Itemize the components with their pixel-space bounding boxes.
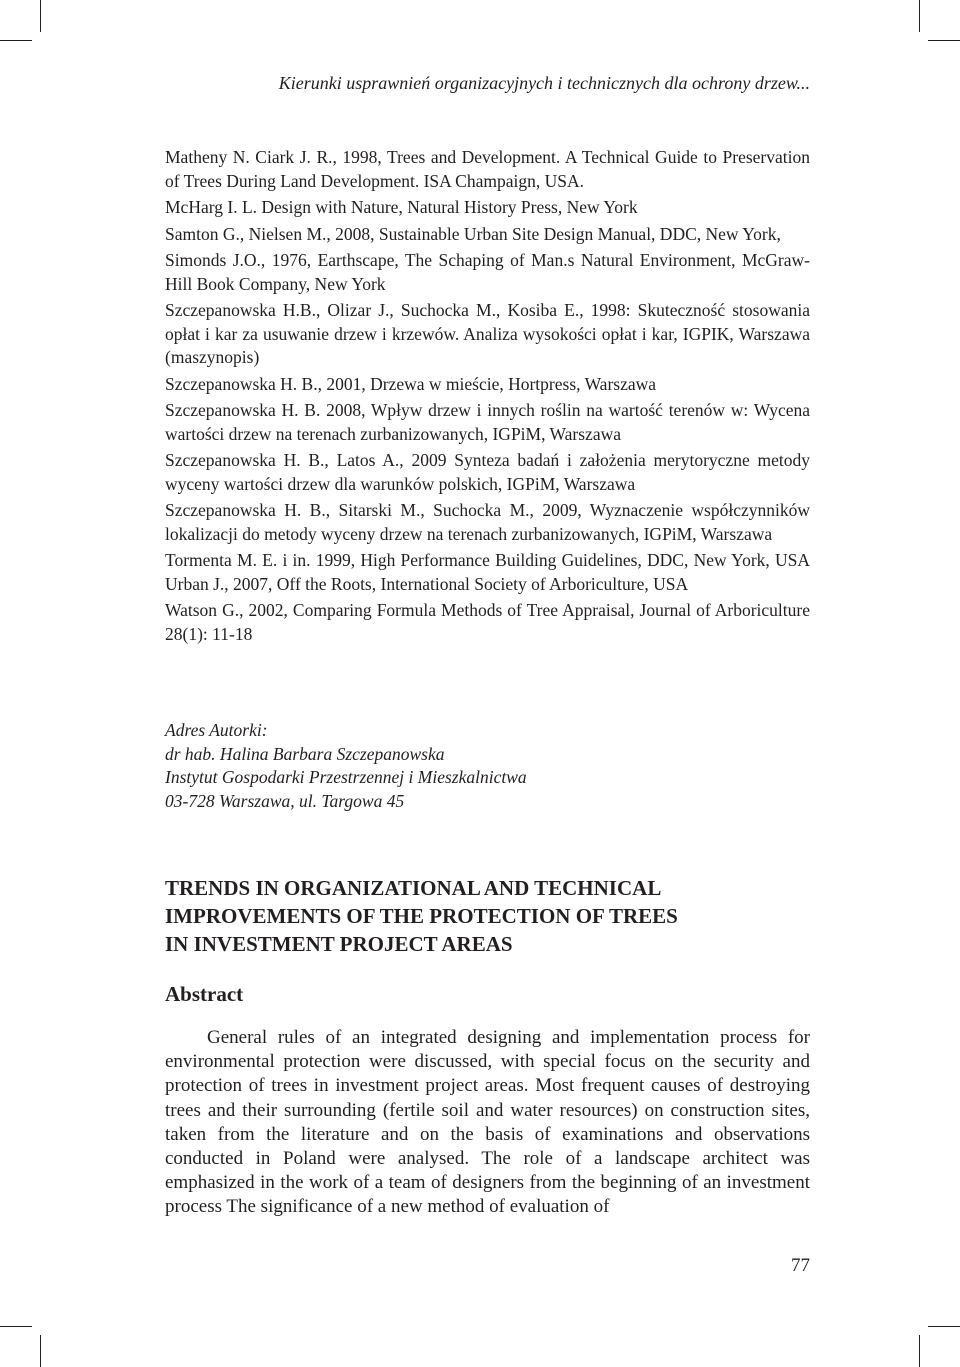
reference-item: Watson G., 2002, Comparing Formula Methods of Tree Appraisal, Journal of Arboriculture 28(1): 11-18 [165,600,810,644]
abstract-text: General rules of an integrated designing and implementation process for environmental protection were discussed, with special focus on the security and protection of trees in investment project areas. Most frequent causes of destroying trees and their surrounding (fertile soil and water resources) on construction sites, taken from the literature and on the basis of examinations and observations conducted in Poland were analysed. The role of a landscape architect was emphasized in the work of a team of designers from the beginning of an investment process The significance of a new method of evaluation of [165,1027,810,1218]
running-header: Kierunki usprawnień organizacyjnych i technicznych dla ochrony drzew... [278,73,810,93]
title-line: TRENDS IN ORGANIZATIONAL AND TECHNICAL [165,876,662,900]
references-list [165,146,810,649]
crop-mark-bottom-left-h [0,1326,32,1327]
reference-item: Szczepanowska H. B., Latos A., 2009 Synteza badań i założenia merytoryczne metody wyceny wartości drzew dla warunków polskich, IGPiM, Warszawa [165,450,810,494]
english-title [165,874,810,958]
author-address [165,719,810,813]
crop-mark-top-right [919,0,920,32]
reference-item: Samton G., Nielsen M., 2008, Sustainable Urban Site Design Manual, DDC, New York, [165,223,781,244]
crop-mark-top-right-h [928,40,960,41]
crop-mark-top-left [40,0,41,32]
reference-item: McHarg I. L. Design with Nature, Natural History Press, New York [165,197,638,217]
author-name: dr hab. Halina Barbara Szczepanowska [165,743,445,764]
reference-item: Szczepanowska H. B. 2008, Wpływ drzew i innych roślin na wartość terenów w: Wycena wartości drzew na terenach zurbanizowanych, IGPiM, Warszawa [165,400,810,444]
reference-item: Matheny N. Ciark J. R., 1998, Trees and Development. A Technical Guide to Preservation of Trees During Land Development. ISA Champaign, USA. [165,147,810,191]
title-line: IMPROVEMENTS OF THE PROTECTION OF TREES [165,904,678,928]
crop-mark-top-left-h [0,40,32,41]
reference-item: Szczepanowska H. B., Sitarski M., Suchocka M., 2009, Wyznaczenie współczynników lokalizacji do metody wyceny drzew na terenach zurbanizowanych, IGPiM, Warszawa [165,500,810,544]
reference-item: Tormenta M. E. i in. 1999, High Performance Building Guidelines, DDC, New York, USA Urban J., 2007, Off the Roots, International Society of Arboriculture, USA [165,550,810,594]
page-number: 77 [791,1255,810,1276]
abstract-heading: Abstract [165,982,244,1006]
crop-mark-bottom-right [919,1335,920,1367]
crop-mark-bottom-left [40,1335,41,1367]
address-label: Adres Autorki: [165,720,268,740]
crop-mark-bottom-right-h [928,1326,960,1327]
author-institution: Instytut Gospodarki Przestrzennej i Mieszkalnictwa [165,767,527,787]
reference-item: Szczepanowska H.B., Olizar J., Suchocka M., Kosiba E., 1998: Skuteczność stosowania opłat i kar za usuwanie drzew i krzewów. Analiza wysokości opłat i kar, IGPIK, Warszawa (maszynopis) [165,300,810,367]
title-line: IN INVESTMENT PROJECT AREAS [165,932,513,956]
author-street: 03-728 Warszawa, ul. Targowa 45 [165,790,405,811]
reference-item: Szczepanowska H. B., 2001, Drzewa w mieście, Hortpress, Warszawa [165,373,657,394]
reference-item: Simonds J.O., 1976, Earthscape, The Schaping of Man.s Natural Environment, McGraw- Hill Book Company, New York [165,250,810,294]
